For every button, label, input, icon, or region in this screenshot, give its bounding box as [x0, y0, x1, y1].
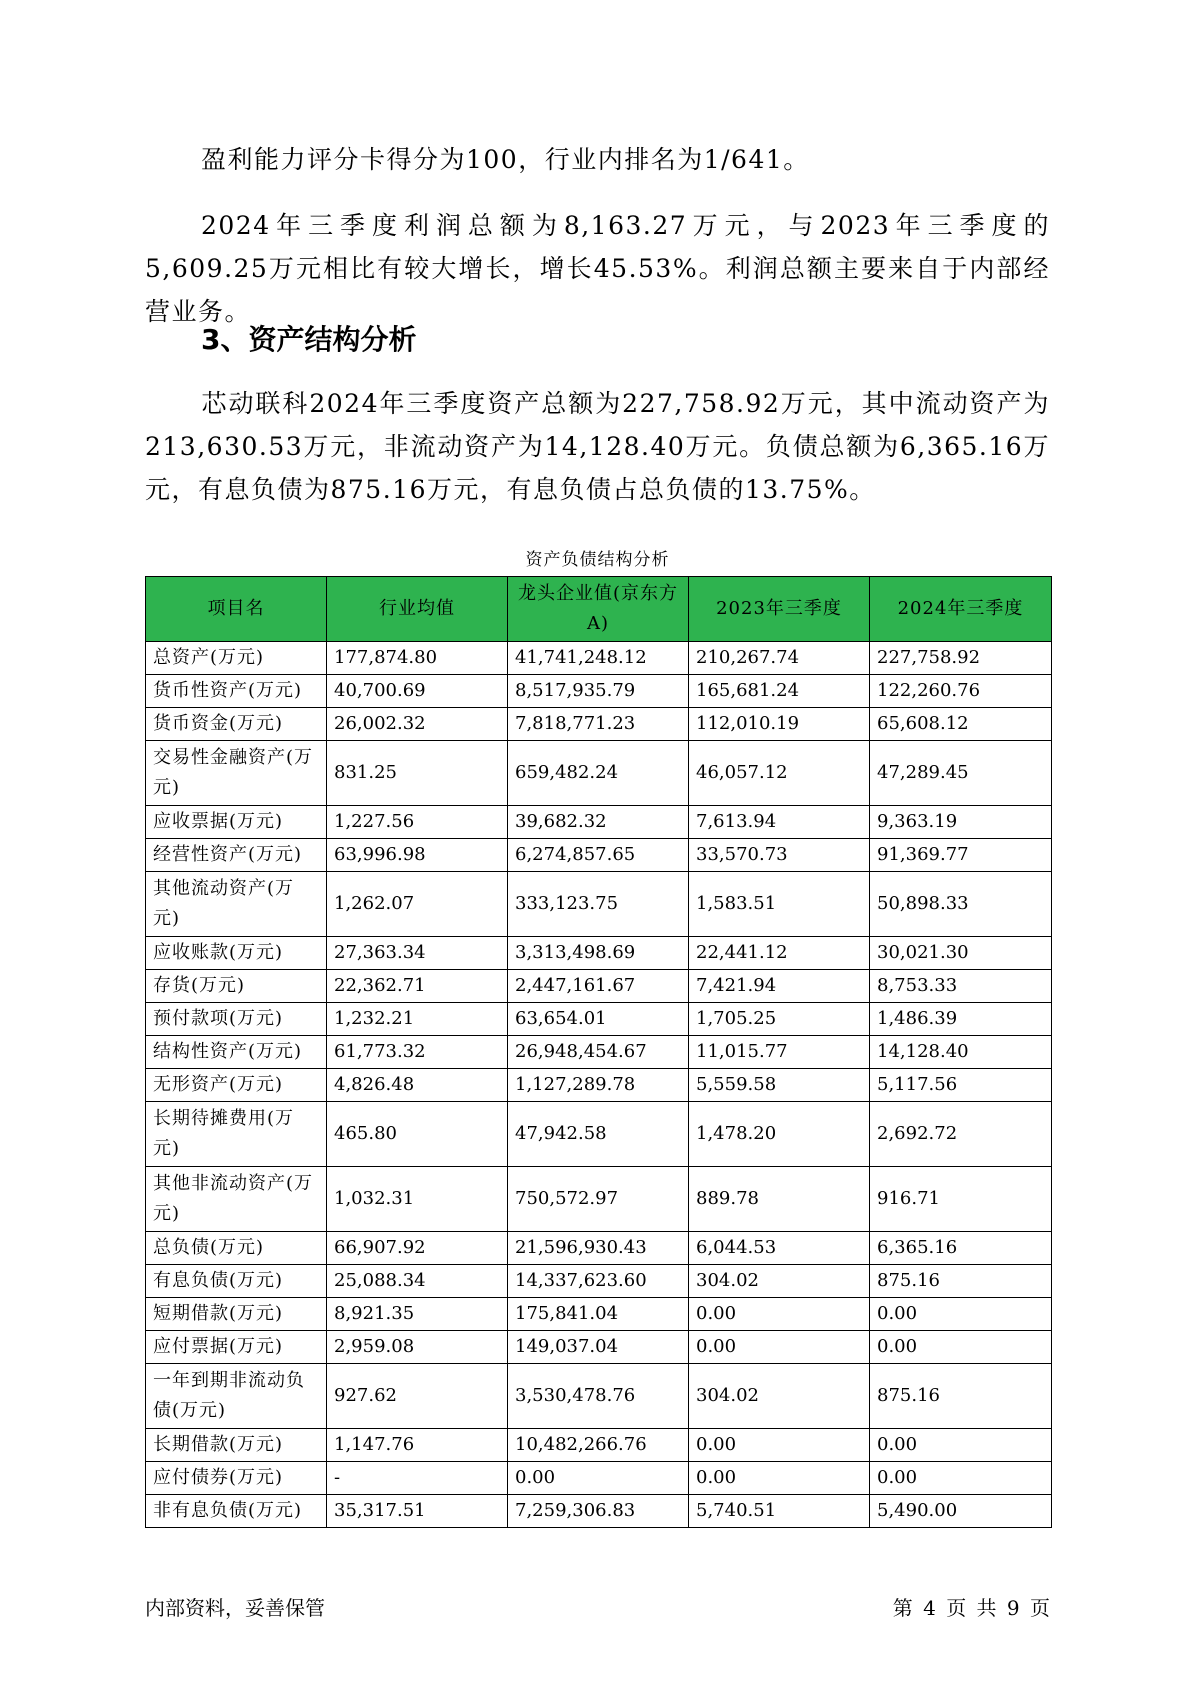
footer-page-number: 第 4 页 共 9 页	[892, 1596, 1050, 1620]
value-cell: 304.02	[689, 1364, 870, 1429]
table-row	[146, 1069, 1052, 1102]
value-cell: 2,447,161.67	[508, 970, 689, 1003]
table-row	[146, 806, 1052, 839]
value-cell: 175,841.04	[508, 1298, 689, 1331]
table-row	[146, 1003, 1052, 1036]
value-cell: 35,317.51	[327, 1495, 508, 1528]
value-cell: 0.00	[689, 1331, 870, 1364]
row-label-cell: 预付款项(万元)	[146, 1003, 327, 1036]
value-cell: -	[327, 1462, 508, 1495]
value-cell: 4,826.48	[327, 1069, 508, 1102]
row-label-cell: 有息负债(万元)	[146, 1265, 327, 1298]
value-cell: 1,127,289.78	[508, 1069, 689, 1102]
value-cell: 1,486.39	[870, 1003, 1052, 1036]
value-cell: 0.00	[870, 1331, 1052, 1364]
value-cell: 1,262.07	[327, 872, 508, 937]
row-label-cell: 经营性资产(万元)	[146, 839, 327, 872]
table-row	[146, 970, 1052, 1003]
value-cell: 14,128.40	[870, 1036, 1052, 1069]
value-cell: 1,583.51	[689, 872, 870, 937]
value-cell: 3,313,498.69	[508, 937, 689, 970]
balance-sheet-table	[145, 576, 1052, 1528]
value-cell: 5,740.51	[689, 1495, 870, 1528]
value-cell: 165,681.24	[689, 675, 870, 708]
value-cell: 0.00	[508, 1462, 689, 1495]
value-cell: 0.00	[870, 1462, 1052, 1495]
value-cell: 1,232.21	[327, 1003, 508, 1036]
row-label-cell: 非有息负债(万元)	[146, 1495, 327, 1528]
value-cell: 27,363.34	[327, 937, 508, 970]
row-label-cell: 应收票据(万元)	[146, 806, 327, 839]
value-cell: 46,057.12	[689, 741, 870, 806]
row-label-cell: 应收账款(万元)	[146, 937, 327, 970]
value-cell: 41,741,248.12	[508, 642, 689, 675]
paragraph-text: 盈利能力评分卡得分为100，行业内排名为1/641。	[201, 145, 810, 174]
row-label-cell: 存货(万元)	[146, 970, 327, 1003]
value-cell: 6,044.53	[689, 1232, 870, 1265]
row-label-cell: 无形资产(万元)	[146, 1069, 327, 1102]
value-cell: 65,608.12	[870, 708, 1052, 741]
value-cell: 9,363.19	[870, 806, 1052, 839]
row-label-cell: 应付债券(万元)	[146, 1462, 327, 1495]
value-cell: 875.16	[870, 1364, 1052, 1429]
value-cell: 30,021.30	[870, 937, 1052, 970]
value-cell: 659,482.24	[508, 741, 689, 806]
row-label-cell: 长期待摊费用(万元)	[146, 1102, 327, 1167]
table-row	[146, 1364, 1052, 1429]
table-caption: 资产负债结构分析	[525, 550, 670, 570]
value-cell: 21,596,930.43	[508, 1232, 689, 1265]
value-cell: 3,530,478.76	[508, 1364, 689, 1429]
table-row	[146, 708, 1052, 741]
value-cell: 112,010.19	[689, 708, 870, 741]
value-cell: 831.25	[327, 741, 508, 806]
value-cell: 6,365.16	[870, 1232, 1052, 1265]
paragraph-text: 芯动联科2024年三季度资产总额为227,758.92万元，其中流动资产为213,630.53万元，非流动资产为14,128.40万元。负债总额为6,365.16万元，有息负债为875.16万元，有息负债占总负债的13.75%。	[145, 389, 1050, 504]
value-cell: 66,907.92	[327, 1232, 508, 1265]
row-label-cell: 短期借款(万元)	[146, 1298, 327, 1331]
paragraph-text: 2024年三季度利润总额为8,163.27万元，与2023年三季度的5,609.25万元相比有较大增长，增长45.53%。利润总额主要来自于内部经营业务。	[145, 211, 1050, 326]
table-row	[146, 1102, 1052, 1167]
value-cell: 91,369.77	[870, 839, 1052, 872]
table-row	[146, 872, 1052, 937]
table-row	[146, 1036, 1052, 1069]
value-cell: 1,705.25	[689, 1003, 870, 1036]
value-cell: 7,818,771.23	[508, 708, 689, 741]
value-cell: 0.00	[689, 1462, 870, 1495]
column-header: 项目名	[146, 577, 327, 642]
value-cell: 39,682.32	[508, 806, 689, 839]
value-cell: 2,959.08	[327, 1331, 508, 1364]
column-header: 龙头企业值(京东方A)	[508, 577, 689, 642]
value-cell: 8,517,935.79	[508, 675, 689, 708]
value-cell: 26,948,454.67	[508, 1036, 689, 1069]
table-row	[146, 1232, 1052, 1265]
column-header: 2023年三季度	[689, 577, 870, 642]
value-cell: 40,700.69	[327, 675, 508, 708]
table-row	[146, 1298, 1052, 1331]
value-cell: 47,289.45	[870, 741, 1052, 806]
table-row	[146, 642, 1052, 675]
value-cell: 8,921.35	[327, 1298, 508, 1331]
row-label-cell: 总资产(万元)	[146, 642, 327, 675]
value-cell: 7,421.94	[689, 970, 870, 1003]
value-cell: 5,559.58	[689, 1069, 870, 1102]
value-cell: 7,259,306.83	[508, 1495, 689, 1528]
value-cell: 304.02	[689, 1265, 870, 1298]
value-cell: 750,572.97	[508, 1167, 689, 1232]
value-cell: 11,015.77	[689, 1036, 870, 1069]
row-label-cell: 结构性资产(万元)	[146, 1036, 327, 1069]
table-row	[146, 1429, 1052, 1462]
value-cell: 26,002.32	[327, 708, 508, 741]
value-cell: 22,362.71	[327, 970, 508, 1003]
column-header: 2024年三季度	[870, 577, 1052, 642]
table-header	[146, 577, 1052, 642]
value-cell: 149,037.04	[508, 1331, 689, 1364]
value-cell: 63,654.01	[508, 1003, 689, 1036]
row-label-cell: 长期借款(万元)	[146, 1429, 327, 1462]
paragraph-asset-structure	[145, 382, 1050, 511]
row-label-cell: 货币性资产(万元)	[146, 675, 327, 708]
row-label-cell: 一年到期非流动负债(万元)	[146, 1364, 327, 1429]
value-cell: 0.00	[870, 1298, 1052, 1331]
table-row	[146, 1167, 1052, 1232]
value-cell: 6,274,857.65	[508, 839, 689, 872]
value-cell: 14,337,623.60	[508, 1265, 689, 1298]
value-cell: 1,147.76	[327, 1429, 508, 1462]
value-cell: 61,773.32	[327, 1036, 508, 1069]
value-cell: 0.00	[689, 1429, 870, 1462]
table-row	[146, 839, 1052, 872]
paragraph-profit-total	[145, 204, 1050, 333]
value-cell: 122,260.76	[870, 675, 1052, 708]
value-cell: 33,570.73	[689, 839, 870, 872]
table-row	[146, 675, 1052, 708]
value-cell: 1,227.56	[327, 806, 508, 839]
column-header: 行业均值	[327, 577, 508, 642]
row-label-cell: 其他流动资产(万元)	[146, 872, 327, 937]
value-cell: 50,898.33	[870, 872, 1052, 937]
value-cell: 5,490.00	[870, 1495, 1052, 1528]
value-cell: 1,032.31	[327, 1167, 508, 1232]
value-cell: 177,874.80	[327, 642, 508, 675]
value-cell: 333,123.75	[508, 872, 689, 937]
value-cell: 7,613.94	[689, 806, 870, 839]
value-cell: 927.62	[327, 1364, 508, 1429]
value-cell: 875.16	[870, 1265, 1052, 1298]
value-cell: 5,117.56	[870, 1069, 1052, 1102]
value-cell: 63,996.98	[327, 839, 508, 872]
value-cell: 1,478.20	[689, 1102, 870, 1167]
value-cell: 2,692.72	[870, 1102, 1052, 1167]
footer-confidential-note: 内部资料，妥善保管	[145, 1596, 325, 1620]
row-label-cell: 货币资金(万元)	[146, 708, 327, 741]
value-cell: 47,942.58	[508, 1102, 689, 1167]
value-cell: 889.78	[689, 1167, 870, 1232]
table-body	[146, 642, 1052, 1528]
table-row	[146, 1265, 1052, 1298]
header-row	[146, 577, 1052, 642]
value-cell: 22,441.12	[689, 937, 870, 970]
row-label-cell: 交易性金融资产(万元)	[146, 741, 327, 806]
value-cell: 0.00	[689, 1298, 870, 1331]
row-label-cell: 其他非流动资产(万元)	[146, 1167, 327, 1232]
table-row	[146, 1462, 1052, 1495]
value-cell: 10,482,266.76	[508, 1429, 689, 1462]
value-cell: 25,088.34	[327, 1265, 508, 1298]
table-row	[146, 937, 1052, 970]
table-row	[146, 741, 1052, 806]
table-row	[146, 1331, 1052, 1364]
table-row	[146, 1495, 1052, 1528]
section-heading: 3、资产结构分析	[201, 323, 417, 356]
row-label-cell: 应付票据(万元)	[146, 1331, 327, 1364]
value-cell: 916.71	[870, 1167, 1052, 1232]
value-cell: 210,267.74	[689, 642, 870, 675]
paragraph-profitability-score	[145, 138, 1050, 181]
value-cell: 227,758.92	[870, 642, 1052, 675]
row-label-cell: 总负债(万元)	[146, 1232, 327, 1265]
value-cell: 465.80	[327, 1102, 508, 1167]
value-cell: 8,753.33	[870, 970, 1052, 1003]
value-cell: 0.00	[870, 1429, 1052, 1462]
